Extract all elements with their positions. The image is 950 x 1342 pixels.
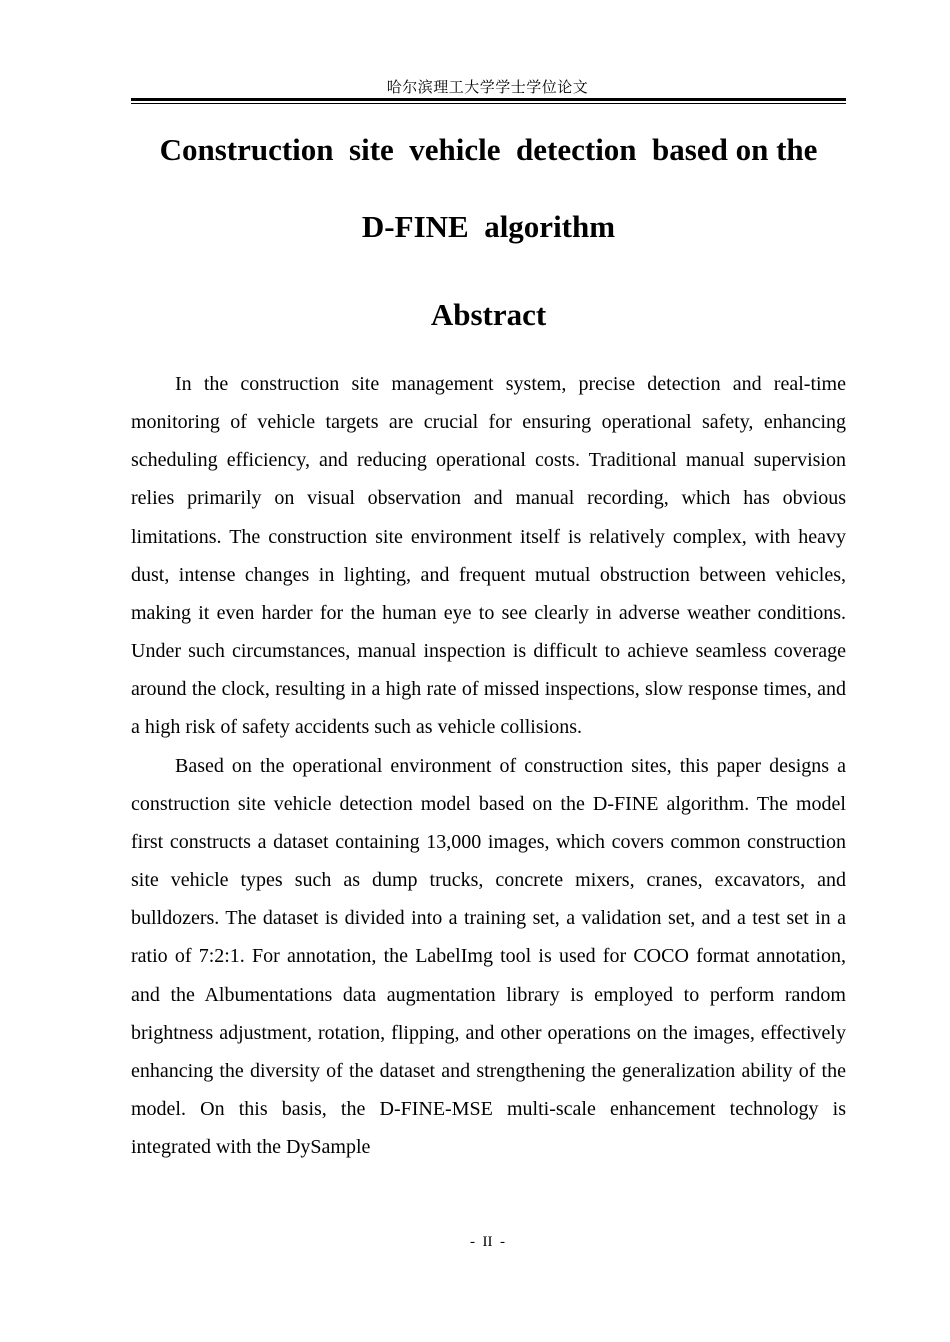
thesis-title-line-2: D-FINE algorithm	[361, 209, 616, 244]
header-rule-thin	[131, 103, 846, 104]
abstract-paragraph-2: Based on the operational environment of construction sites, this paper designs a construction site vehicle detection model based on the D-FINE algorithm. The model first constructs a dataset containing 13,000 images, which covers common construction site vehicle types such as dump trucks, concrete mixers, cranes, excavators, and bulldozers. The dataset is divided into a training set, a validation set, and a test set in a ratio of 7:2:1. For annotation, the LabelImg tool is used for COCO format annotation, and the Albumentations data augmentation library is employed to perform random brightness adjustment, rotation, flipping, and other operations on the images, effectively enhancing the diversity of the dataset and strengthening the generalization ability of the model. On this basis, the D-FINE-MSE multi-scale enhancement technology is integrated with the DySample	[131, 754, 846, 1159]
running-header: 哈尔滨理工大学学士学位论文	[386, 80, 589, 96]
abstract-heading: Abstract	[430, 297, 547, 332]
thesis-title-line-1: Construction site vehicle detection based on the	[159, 132, 818, 167]
page-number: - II -	[470, 1234, 505, 1250]
header-rule-thick	[131, 98, 846, 101]
abstract-paragraph-1: In the construction site management system, precise detection and real-time monitoring of vehicle targets are crucial for ensuring operational safety, enhancing scheduling efficiency, and reducing operational costs. Traditional manual supervision relies primarily on visual observation and manual recording, which has obvious limitations. The construction site environment itself is relatively complex, with heavy dust, intense changes in lighting, and frequent mutual obstruction between vehicles, making it even harder for the human eye to see clearly in adverse weather conditions. Under such circumstances, manual inspection is difficult to achieve seamless coverage around the clock, resulting in a high rate of missed inspections, slow response times, and a high risk of safety accidents such as vehicle collisions.	[131, 373, 846, 739]
abstract-body	[131, 365, 846, 1166]
